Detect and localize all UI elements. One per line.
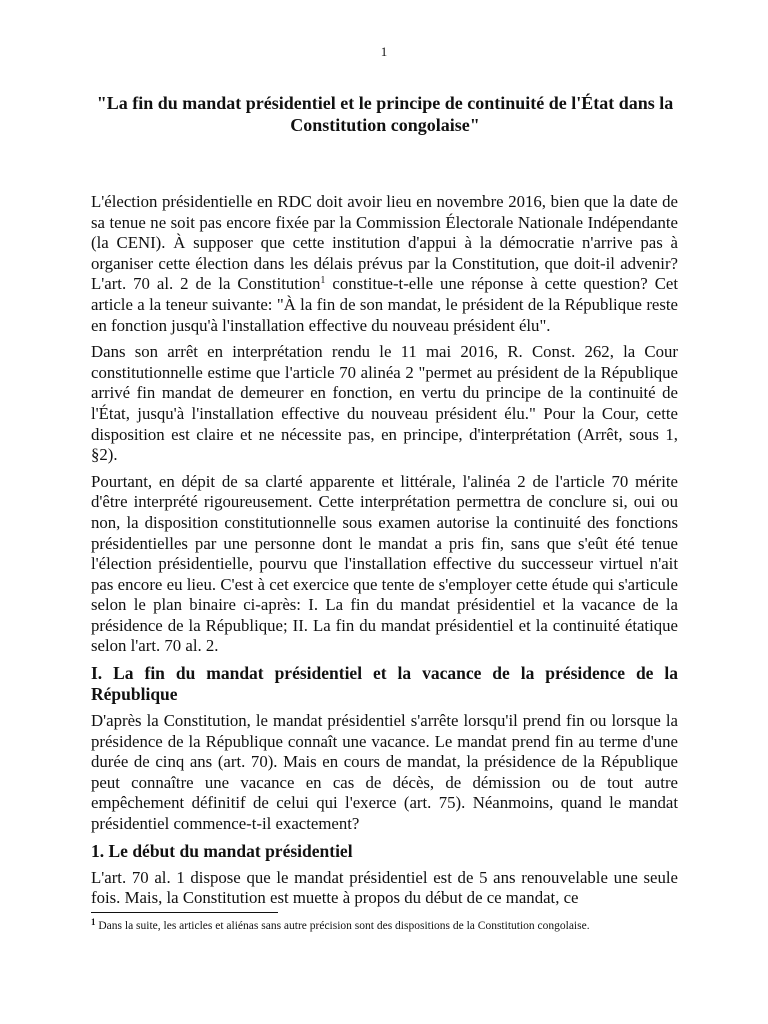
paragraph-court-ruling: Dans son arrêt en interprétation rendu le 11 mai 2016, R. Const. 262, la Cour constitutionnelle estime que l'article 70 alinéa 2 "permet au président de la République arrivé fin mandat de demeurer en fonction, en vertu du principe de la continuité de l'État, jusqu'à l'installation effective du nouveau président élu." Pour la Cour, cette disposition est claire et ne nécessite pas, en principe, d'interprétation (Arrêt, sous 1, §2).	[91, 342, 678, 465]
paragraph-intro-text-b: constitue-t-elle une réponse à cette question? Cet article a la teneur suivante: "À la fin de son mandat, le président de la République reste en fonction jusqu'à l'installation effective du nouveau président élu".	[91, 274, 678, 335]
paragraph-intro-text-a: L'élection présidentielle en RDC doit avoir lieu en novembre 2016, bien que la date de sa tenue ne soit pas encore fixée par la Commission Électorale Nationale Indépendante (la CENI). À supposer que cette institution d'appui à la démocratie n'arrive pas à organiser cette élection dans les délais prévus par la Constitution, que doit-il advenir? L'art. 70 al. 2 de la Constitution	[91, 192, 678, 294]
paragraph-study-plan: Pourtant, en dépit de sa clarté apparente et littérale, l'alinéa 2 de l'article 70 mérite d'être interprété rigoureusement. Cette interprétation permettra de conclure si, oui ou non, la disposition constitutionnelle sous examen autorise la continuité des fonctions présidentielles par une personne dont le mandat a pris fin, sans que s'eût été tenue l'élection présidentielle, pourvu que l'installation effective du successeur virtuel n'ait pas encore eu lieu. C'est à cet exercice que tente de s'employer cette étude qui s'articule selon le plan binaire ci-après: I. La fin du mandat présidentiel et la vacance de la présidence de la République; II. La fin du mandat présidentiel et la continuité étatique selon l'art. 70 al. 2.	[91, 471, 678, 656]
section-heading: I. La fin du mandat présidentiel et la vacance de la présidence de la République	[91, 663, 678, 705]
footnote-marker: 1	[91, 917, 96, 927]
paragraph-mandate-end: D'après la Constitution, le mandat présidentiel s'arrête lorsqu'il prend fin ou lorsque la présidence de la République connaît une vacance. Le mandat prend fin au terme d'une durée de cinq ans (art. 70). Mais en cours de mandat, la présidence de la République peut connaître une vacance en cas de décès, de démission ou de tout autre empêchement définitif de celui qui l'exerce (art. 75). Néanmoins, quand le mandat présidentiel commence-t-il exactement?	[91, 711, 678, 834]
footnote-reference: 1	[320, 275, 326, 287]
page-number: 1	[380, 44, 388, 59]
body-text	[91, 192, 678, 915]
paragraph-mandate-start: L'art. 70 al. 1 dispose que le mandat présidentiel est de 5 ans renouvelable une seule fois. Mais, la Constitution est muette à propos du début de ce mandat, ce	[91, 867, 678, 908]
footnote	[91, 919, 691, 934]
footnote-text: Dans la suite, les articles et aliénas sans autre précision sont des dispositions de la Constitution congolaise.	[95, 920, 590, 932]
paragraph-intro	[91, 192, 678, 336]
subsection-heading: 1. Le début du mandat présidentiel	[91, 840, 353, 861]
footnote-divider	[91, 912, 278, 913]
document-title: "La fin du mandat présidentiel et le principe de continuité de l'État dans la Constitution congolaise"	[96, 93, 674, 135]
